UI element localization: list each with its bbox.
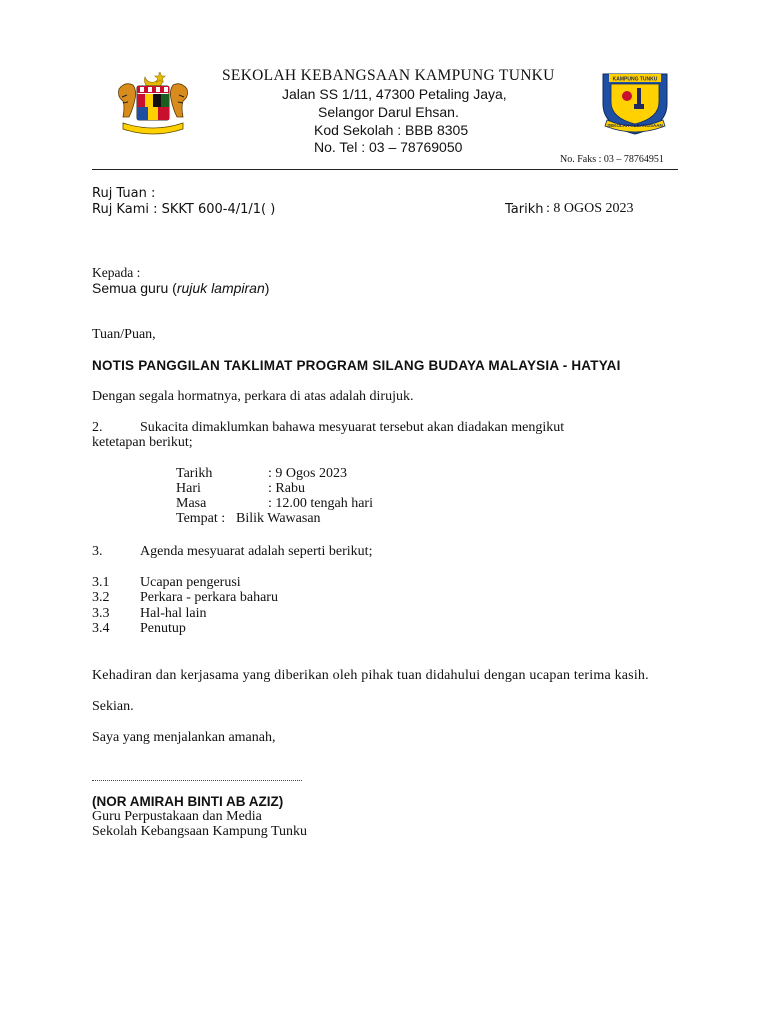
detail-value-masa: : 12.00 tengah hari [268,496,373,511]
signature-line [92,780,302,781]
tarikh-label: Tarikh [505,202,544,217]
para2-line2: ketetapan berikut; [92,435,193,450]
address-line-2: Selangor Darul Ehsan. [318,104,459,120]
agenda-num: 3.4 [92,621,110,636]
school-name: SEKOLAH KEBANGSAAN KAMPUNG TUNKU [222,67,555,84]
para3-number: 3. [92,544,103,559]
salutation: Tuan/Puan, [92,327,156,342]
opening-sentence: Dengan segala hormatnya, perkara di atas adalah dirujuk. [92,389,414,404]
detail-value-tarikh: : 9 Ogos 2023 [268,466,347,481]
kepada-label: Kepada : [92,265,141,280]
letter-title: NOTIS PANGGILAN TAKLIMAT PROGRAM SILANG BUDAYA MALAYSIA - HATYAI [92,358,621,373]
agenda-num: 3.2 [92,590,110,605]
agenda-num: 3.1 [92,575,110,590]
detail-label-hari: Hari [176,481,201,496]
ruj-tuan: Ruj Tuan : [92,186,156,201]
signatory-position: Guru Perpustakaan dan Media [92,809,262,824]
crest-top-text: KAMPUNG TUNKU [612,76,658,83]
agenda-item: Perkara - perkara baharu [140,590,278,605]
phone-number: No. Tel : 03 – 78769050 [314,139,463,155]
tarikh-value: : 8 OGOS 2023 [546,201,634,216]
detail-label-tarikh: Tarikh [176,466,213,481]
detail-value-hari: : Rabu [268,481,305,496]
ruj-kami: Ruj Kami : SKKT 600-4/1/1( ) [92,202,276,217]
signatory-school: Sekolah Kebangsaan Kampung Tunku [92,824,308,839]
crest-bottom-text: SEKOLAH KEBANGSAAN [607,123,663,128]
coat-of-arms-icon [113,67,193,137]
signatory-name: (NOR AMIRAH BINTI AB AZIZ) [92,794,284,809]
agenda-item: Penutup [140,621,186,636]
para2-line1: Sukacita dimaklumkan bahawa mesyuarat tersebut akan diadakan mengikut [140,420,565,435]
detail-label-tempat: Tempat : [176,511,226,526]
school-code: Kod Sekolah : BBB 8305 [314,122,469,138]
address-line-1: Jalan SS 1/11, 47300 Petaling Jaya, [282,86,507,102]
school-crest-icon [597,70,673,136]
recipient-line: Semua guru (rujuk lampiran) [92,280,270,296]
closing-sentence: Kehadiran dan kerjasama yang diberikan oleh pihak tuan didahului dengan ucapan terima kasih. [92,668,649,683]
agenda-num: 3.3 [92,606,110,621]
para3-text: Agenda mesyuarat adalah seperti berikut; [140,544,373,559]
para2-number: 2. [92,420,103,435]
agenda-item: Ucapan pengerusi [140,575,241,590]
amanah-line: Saya yang menjalankan amanah, [92,730,276,745]
sekian: Sekian. [92,699,134,714]
header-divider [92,169,678,170]
agenda-item: Hal-hal lain [140,606,207,621]
detail-value-tempat: Bilik Wawasan [236,511,321,526]
fax-number: No. Faks : 03 – 78764951 [560,154,664,165]
detail-label-masa: Masa [176,496,207,511]
